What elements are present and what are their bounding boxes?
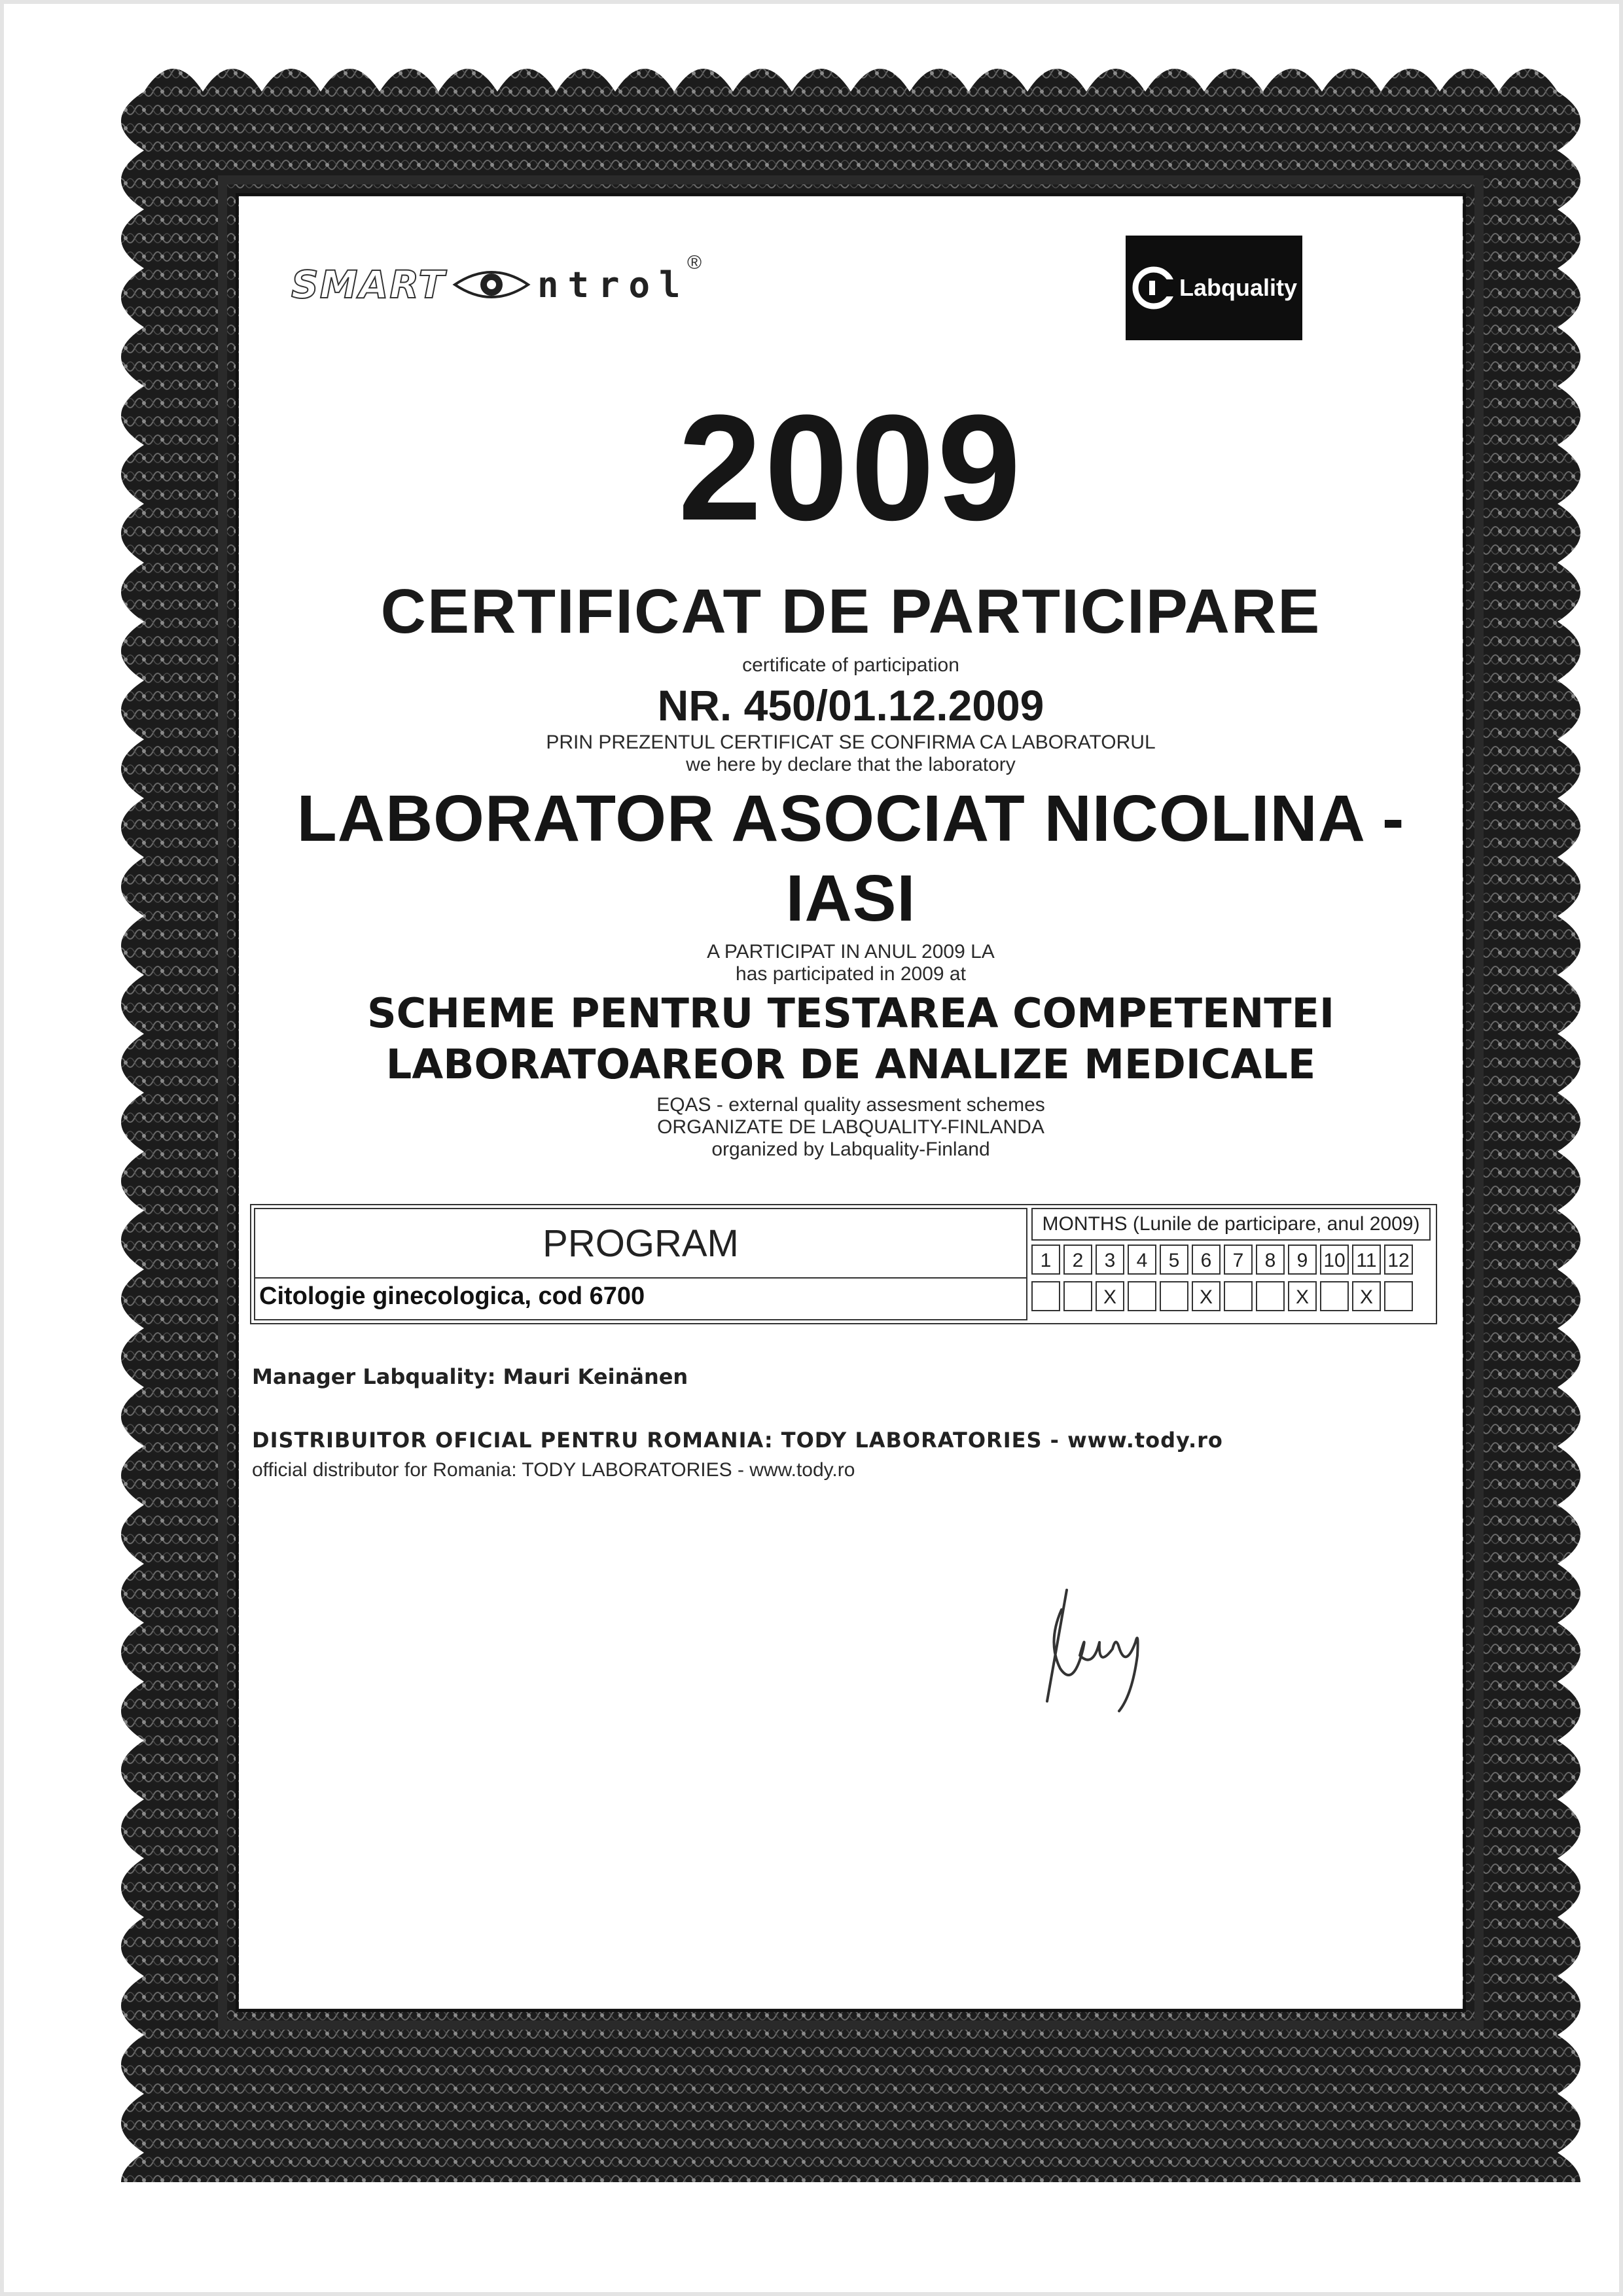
labquality-mark-icon <box>1131 265 1177 311</box>
month-mark: X <box>1352 1281 1381 1311</box>
program-table <box>250 1204 1437 1324</box>
scheme-title-line1: SCHEME PENTRU TESTAREA COMPETENTEI <box>366 989 1335 1037</box>
program-header: PROGRAM <box>255 1209 1026 1279</box>
month-mark <box>1384 1281 1413 1311</box>
labquality-logo <box>1126 236 1302 340</box>
month-number: 1 <box>1031 1245 1060 1275</box>
month-number: 4 <box>1128 1245 1156 1275</box>
participated-ro: A PARTICIPAT IN ANUL 2009 LA <box>707 941 995 963</box>
month-number: 9 <box>1288 1245 1317 1275</box>
months-header: MONTHS (Lunile de participare, anul 2009) <box>1031 1208 1431 1241</box>
certificate-title-en: certificate of participation <box>742 654 959 676</box>
month-number: 12 <box>1384 1245 1413 1275</box>
month-mark <box>1128 1281 1156 1311</box>
distributor-en: official distributor for Romania: TODY LABORATORIES - www.tody.ro <box>252 1459 855 1481</box>
month-number: 10 <box>1320 1245 1349 1275</box>
smart-control-logo <box>291 249 690 321</box>
month-number: 2 <box>1063 1245 1092 1275</box>
distributor-ro: DISTRIBUITOR OFICIAL PENTRU ROMANIA: TODY LABORATORIES - www.tody.ro <box>252 1428 1223 1453</box>
month-number: 8 <box>1256 1245 1285 1275</box>
month-number: 6 <box>1192 1245 1221 1275</box>
month-mark <box>1160 1281 1188 1311</box>
month-number: 11 <box>1352 1245 1381 1275</box>
month-mark <box>1256 1281 1285 1311</box>
month-number: 5 <box>1160 1245 1188 1275</box>
manager-line: Manager Labquality: Mauri Keinänen <box>252 1364 688 1389</box>
month-marks-row <box>1031 1281 1431 1311</box>
eye-icon <box>452 265 531 304</box>
registered-mark: ® <box>687 252 702 274</box>
month-mark <box>1063 1281 1092 1311</box>
smart-logo-rest: ntrol <box>537 264 690 306</box>
month-mark <box>1224 1281 1253 1311</box>
month-mark <box>1031 1281 1060 1311</box>
organized-en: organized by Labquality-Finland <box>711 1139 990 1160</box>
program-name: Citologie ginecologica, cod 6700 <box>259 1282 645 1310</box>
labquality-logo-text: Labquality <box>1179 274 1298 301</box>
laboratory-name-line1: LABORATOR ASOCIAT NICOLINA - <box>296 782 1405 855</box>
smart-logo-word: SMART <box>291 262 446 307</box>
scheme-title-line2: LABORATOAREOR DE ANALIZE MEDICALE <box>385 1040 1316 1088</box>
organized-ro: ORGANIZATE DE LABQUALITY-FINLANDA <box>657 1116 1044 1138</box>
laboratory-name <box>239 779 1463 938</box>
month-mark: X <box>1192 1281 1221 1311</box>
month-mark: X <box>1096 1281 1124 1311</box>
certificate-year: 2009 <box>678 383 1024 552</box>
month-number: 3 <box>1096 1245 1124 1275</box>
participated-en: has participated in 2009 at <box>736 963 966 985</box>
declare-en: we here by declare that the laboratory <box>686 754 1016 775</box>
scheme-title <box>239 988 1463 1090</box>
certificate-title: CERTIFICAT DE PARTICIPARE <box>380 576 1321 646</box>
eqas-line: EQAS - external quality assesment schemes <box>656 1094 1045 1116</box>
month-mark: X <box>1288 1281 1317 1311</box>
handwritten-signature <box>1021 1570 1178 1714</box>
month-numbers-row <box>1031 1245 1431 1275</box>
months-column <box>1031 1208 1431 1318</box>
program-column <box>254 1208 1027 1320</box>
certificate-number: NR. 450/01.12.2009 <box>657 681 1044 730</box>
laboratory-name-line2: IASI <box>785 862 916 935</box>
declare-ro: PRIN PREZENTUL CERTIFICAT SE CONFIRMA CA LABORATORUL <box>546 732 1156 753</box>
month-number: 7 <box>1224 1245 1253 1275</box>
month-mark <box>1320 1281 1349 1311</box>
